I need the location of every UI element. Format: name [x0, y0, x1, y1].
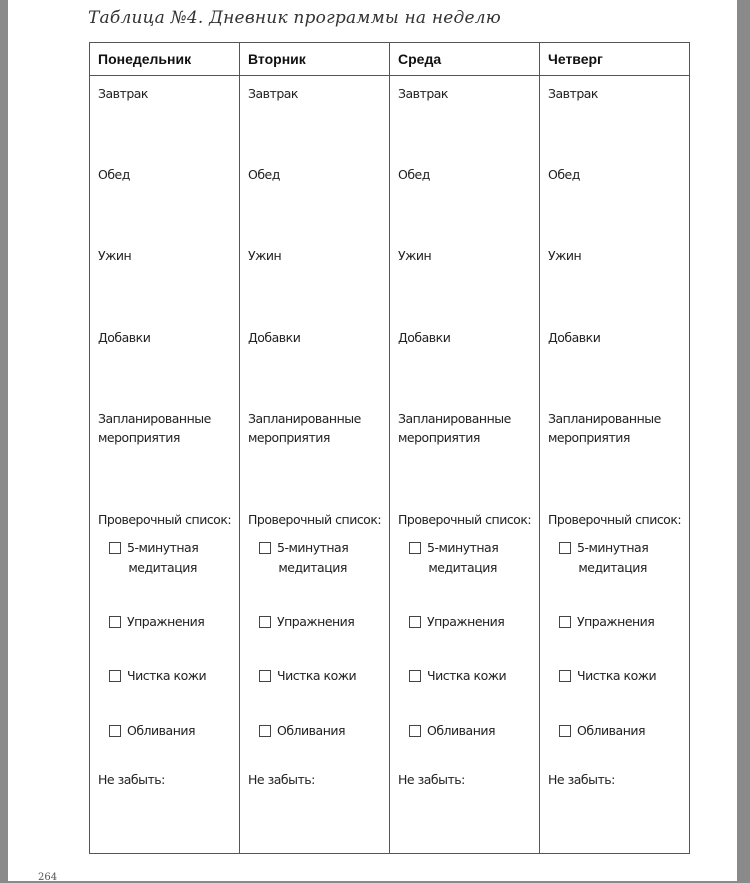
supplements-label: Добавки [398, 330, 451, 345]
planned-label: Запланированные мероприятия [548, 411, 661, 445]
checklist-douse[interactable]: Обливания [109, 721, 195, 741]
dinner-label: Ужин [398, 248, 432, 263]
header-monday: Понедельник [90, 43, 240, 75]
remember-label: Не забыть: [248, 772, 315, 787]
supplements-label: Добавки [98, 330, 151, 345]
planned-label: Запланированные мероприятия [248, 411, 361, 445]
checklist-exercise[interactable]: Упражнения [109, 612, 204, 632]
weekly-diary-table [89, 42, 690, 854]
checkbox-icon[interactable] [259, 670, 271, 682]
checkbox-icon[interactable] [259, 616, 271, 628]
header-tuesday: Вторник [240, 43, 390, 75]
checkbox-icon[interactable] [109, 670, 121, 682]
lunch-label: Обед [98, 167, 130, 182]
checklist-skin[interactable]: Чистка кожи [109, 666, 206, 686]
supplements-label: Добавки [548, 330, 601, 345]
page-number: 264 [38, 872, 58, 883]
planned-label: Запланированные мероприятия [98, 411, 211, 445]
breakfast-label: Завтрак [548, 86, 598, 101]
checklist-skin[interactable]: Чистка кожи [559, 666, 656, 686]
header-wednesday: Среда [390, 43, 540, 75]
checklist-label: Проверочный список: [548, 512, 682, 527]
checklist-douse[interactable]: Обливания [409, 721, 495, 741]
checkbox-icon[interactable] [409, 670, 421, 682]
checklist-exercise[interactable]: Упражнения [409, 612, 504, 632]
checklist-meditation[interactable]: 5-минутная медитация [409, 538, 498, 578]
checkbox-icon[interactable] [259, 725, 271, 737]
checkbox-icon[interactable] [559, 670, 571, 682]
checkbox-icon[interactable] [109, 616, 121, 628]
checklist-label: Проверочный список: [398, 512, 532, 527]
day-column-wednesday [390, 76, 540, 853]
day-column-thursday [540, 76, 689, 853]
document-page [8, 0, 737, 881]
body-row [90, 76, 689, 853]
planned-label: Запланированные мероприятия [398, 411, 511, 445]
lunch-label: Обед [248, 167, 280, 182]
checkbox-icon[interactable] [259, 542, 271, 554]
checkbox-icon[interactable] [409, 725, 421, 737]
dinner-label: Ужин [248, 248, 282, 263]
checklist-douse[interactable]: Обливания [259, 721, 345, 741]
lunch-label: Обед [548, 167, 580, 182]
checkbox-icon[interactable] [559, 542, 571, 554]
supplements-label: Добавки [248, 330, 301, 345]
table-caption: Таблица №4. Дневник программы на неделю [88, 8, 501, 28]
checklist-skin[interactable]: Чистка кожи [409, 666, 506, 686]
checkbox-icon[interactable] [409, 542, 421, 554]
breakfast-label: Завтрак [398, 86, 448, 101]
checklist-meditation[interactable]: 5-минутная медитация [559, 538, 648, 578]
breakfast-label: Завтрак [248, 86, 298, 101]
checklist-label: Проверочный список: [248, 512, 382, 527]
day-column-tuesday [240, 76, 390, 853]
remember-label: Не забыть: [398, 772, 465, 787]
header-row [90, 43, 689, 76]
checkbox-icon[interactable] [559, 725, 571, 737]
day-column-monday [90, 76, 240, 853]
checklist-skin[interactable]: Чистка кожи [259, 666, 356, 686]
checkbox-icon[interactable] [559, 616, 571, 628]
checkbox-icon[interactable] [109, 542, 121, 554]
checkbox-icon[interactable] [109, 725, 121, 737]
checklist-douse[interactable]: Обливания [559, 721, 645, 741]
checklist-label: Проверочный список: [98, 512, 232, 527]
checklist-exercise[interactable]: Упражнения [559, 612, 654, 632]
checklist-meditation[interactable]: 5-минутная медитация [109, 538, 198, 578]
dinner-label: Ужин [548, 248, 582, 263]
checkbox-icon[interactable] [409, 616, 421, 628]
checklist-exercise[interactable]: Упражнения [259, 612, 354, 632]
header-thursday: Четверг [548, 51, 603, 67]
dinner-label: Ужин [98, 248, 132, 263]
remember-label: Не забыть: [98, 772, 165, 787]
lunch-label: Обед [398, 167, 430, 182]
breakfast-label: Завтрак [98, 86, 148, 101]
checklist-meditation[interactable]: 5-минутная медитация [259, 538, 348, 578]
remember-label: Не забыть: [548, 772, 615, 787]
